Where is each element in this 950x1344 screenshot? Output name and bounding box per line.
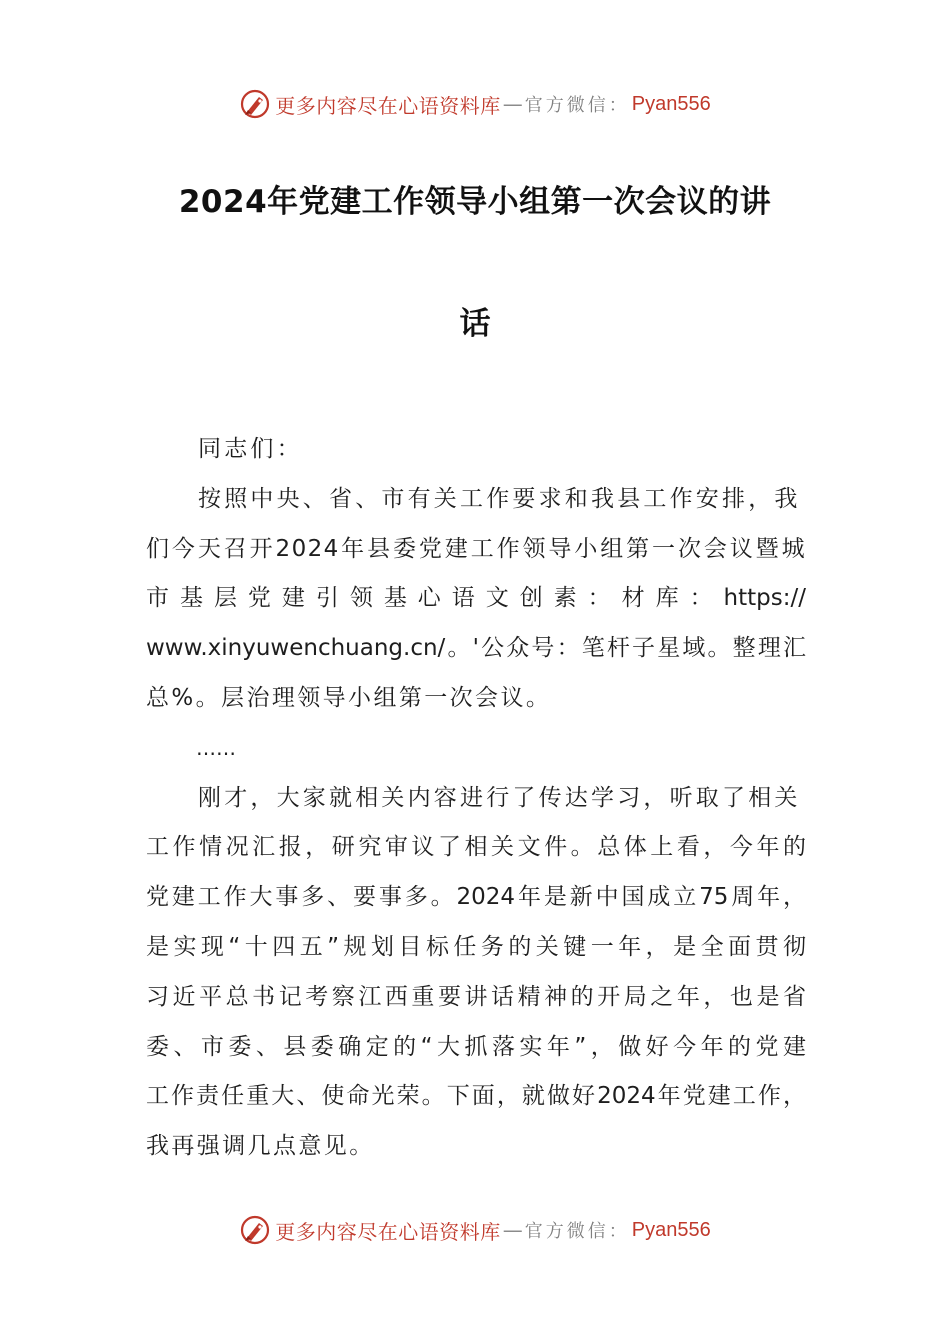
watermark-wechat-id: Pyan556: [631, 92, 711, 115]
ellipsis: ……: [196, 735, 236, 760]
document-title-line-2: 话: [459, 306, 491, 342]
pen-nib-circle-icon: [239, 1214, 271, 1246]
paragraph-2-line-6: 委、市委、县委确定的“大抓落实年”，做好今年的党建: [146, 1033, 806, 1060]
paragraph-2-line-3: 党建工作大事多、要事多。2024年是新中国成立75周年，: [146, 884, 806, 911]
paragraph-2-line-7: 工作责任重大、使命光荣。下面，就做好2024年党建工作，: [146, 1083, 806, 1110]
watermark-wechat-label: 官方微信：: [524, 1221, 630, 1242]
footer-watermark-banner: [0, 1210, 950, 1250]
header-watermark-banner: [0, 84, 950, 124]
paragraph-2-line-8: 我再强调几点意见。: [146, 1133, 375, 1160]
paragraph-1-line-3: 市基层党建引领基心语文创素：材库：https://: [146, 585, 806, 612]
paragraph-2-line-5: 习近平总书记考察江西重要讲话精神的开局之年，也是省: [146, 983, 806, 1010]
watermark-tagline: 更多内容尽在心语资料库: [275, 1219, 501, 1244]
greeting: 同志们：: [198, 436, 303, 462]
paragraph-2-line-1: 刚才，大家就相关内容进行了传达学习，听取了相关: [198, 784, 801, 811]
watermark-wechat-label: 官方微信：: [524, 95, 630, 116]
pen-nib-circle-icon: [239, 88, 271, 120]
paragraph-1-line-1: 按照中央、省、市有关工作要求和我县工作安排，我: [198, 485, 801, 512]
paragraph-1-line-2: 们今天召开2024年县委党建工作领导小组第一次会议暨城: [146, 535, 806, 562]
paragraph-2-line-2: 工作情况汇报，研究审议了相关文件。总体上看，今年的: [146, 834, 806, 861]
watermark-tagline: 更多内容尽在心语资料库: [275, 93, 501, 118]
watermark-dash: —: [502, 1218, 523, 1242]
document-body: [146, 425, 806, 1172]
paragraph-2-line-4: 是实现“十四五”规划目标任务的关键一年，是全面贯彻: [146, 933, 806, 960]
paragraph-1-line-4: www.xinyuwenchuang.cn/。'公众号：笔杆子星域。整理汇: [146, 635, 806, 662]
watermark-dash: —: [502, 92, 523, 116]
document-title-line-1: 2024年党建工作领导小组第一次会议的讲: [178, 184, 772, 220]
watermark-wechat-id: Pyan556: [631, 1218, 711, 1241]
paragraph-1-line-5: 总%。层治理领导小组第一次会议。: [146, 684, 552, 711]
